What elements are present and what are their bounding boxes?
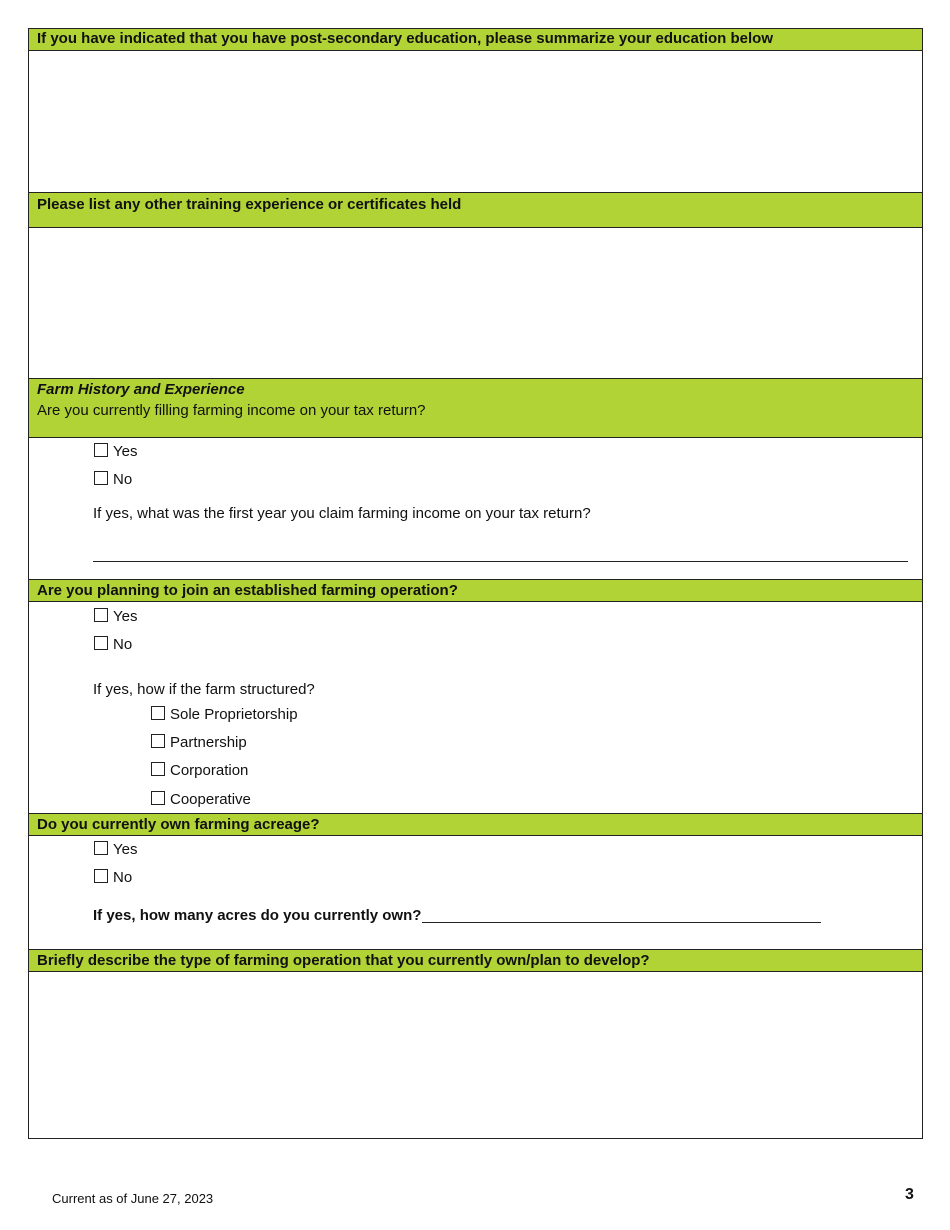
farm-income-no-option[interactable] <box>94 470 132 490</box>
structure-option-sole-proprietorship[interactable] <box>151 705 298 725</box>
checkbox[interactable] <box>151 791 165 805</box>
own-acreage-header <box>29 813 922 836</box>
option-label: Cooperative <box>170 791 251 808</box>
join-operation-header-text: Are you planning to join an established farming operation? <box>37 582 458 599</box>
structure-option-cooperative[interactable] <box>151 790 251 810</box>
education-text-area[interactable] <box>29 51 922 192</box>
training-text-area[interactable] <box>29 228 922 378</box>
option-label: Sole Proprietorship <box>170 706 298 723</box>
checkbox[interactable] <box>94 869 108 883</box>
education-header <box>29 29 922 51</box>
checkbox[interactable] <box>94 841 108 855</box>
describe-operation-text-area[interactable] <box>29 972 922 1138</box>
education-header-text: If you have indicated that you have post-secondary education, please summarize your education below <box>37 30 774 47</box>
join-yes-option[interactable] <box>94 607 137 627</box>
describe-operation-header <box>29 949 922 972</box>
option-label: No <box>113 869 133 886</box>
option-label: Yes <box>113 443 138 460</box>
acreage-yes-option[interactable] <box>94 840 137 860</box>
option-label: Yes <box>113 608 138 625</box>
first-year-answer-line[interactable] <box>93 561 908 562</box>
checkbox[interactable] <box>94 471 108 485</box>
checkbox[interactable] <box>151 762 165 776</box>
option-label: No <box>113 471 133 488</box>
join-no-option[interactable] <box>94 635 132 655</box>
farm-income-yes-option[interactable] <box>94 442 137 462</box>
describe-operation-header-text: Briefly describe the type of farming operation that you currently own/plan to develop? <box>37 952 650 969</box>
form-frame <box>28 28 923 1139</box>
structure-option-partnership[interactable] <box>151 733 247 753</box>
checkbox[interactable] <box>94 608 108 622</box>
join-followup: If yes, how if the farm structured? <box>93 681 315 698</box>
option-label: Corporation <box>170 762 249 779</box>
page-number: 3 <box>905 1186 914 1203</box>
acreage-followup: If yes, how many acres do you currently own? <box>93 907 422 924</box>
farm-history-question: Are you currently filling farming income on your tax return? <box>37 402 426 419</box>
option-label: Yes <box>113 841 138 858</box>
checkbox[interactable] <box>94 636 108 650</box>
farm-history-header <box>29 378 922 438</box>
option-label: Partnership <box>170 734 247 751</box>
option-label: No <box>113 636 133 653</box>
acres-answer-line[interactable] <box>422 922 821 923</box>
own-acreage-header-text: Do you currently own farming acreage? <box>37 816 320 833</box>
acreage-no-option[interactable] <box>94 868 132 888</box>
training-header-text: Please list any other training experience or certificates held <box>37 196 462 213</box>
farm-income-followup: If yes, what was the first year you claim farming income on your tax return? <box>93 505 591 522</box>
structure-option-corporation[interactable] <box>151 761 248 781</box>
checkbox[interactable] <box>94 443 108 457</box>
footer-date: Current as of June 27, 2023 <box>52 1191 214 1206</box>
farm-history-title: Farm History and Experience <box>37 381 245 398</box>
training-header <box>29 192 922 228</box>
join-operation-header <box>29 579 922 602</box>
checkbox[interactable] <box>151 706 165 720</box>
checkbox[interactable] <box>151 734 165 748</box>
